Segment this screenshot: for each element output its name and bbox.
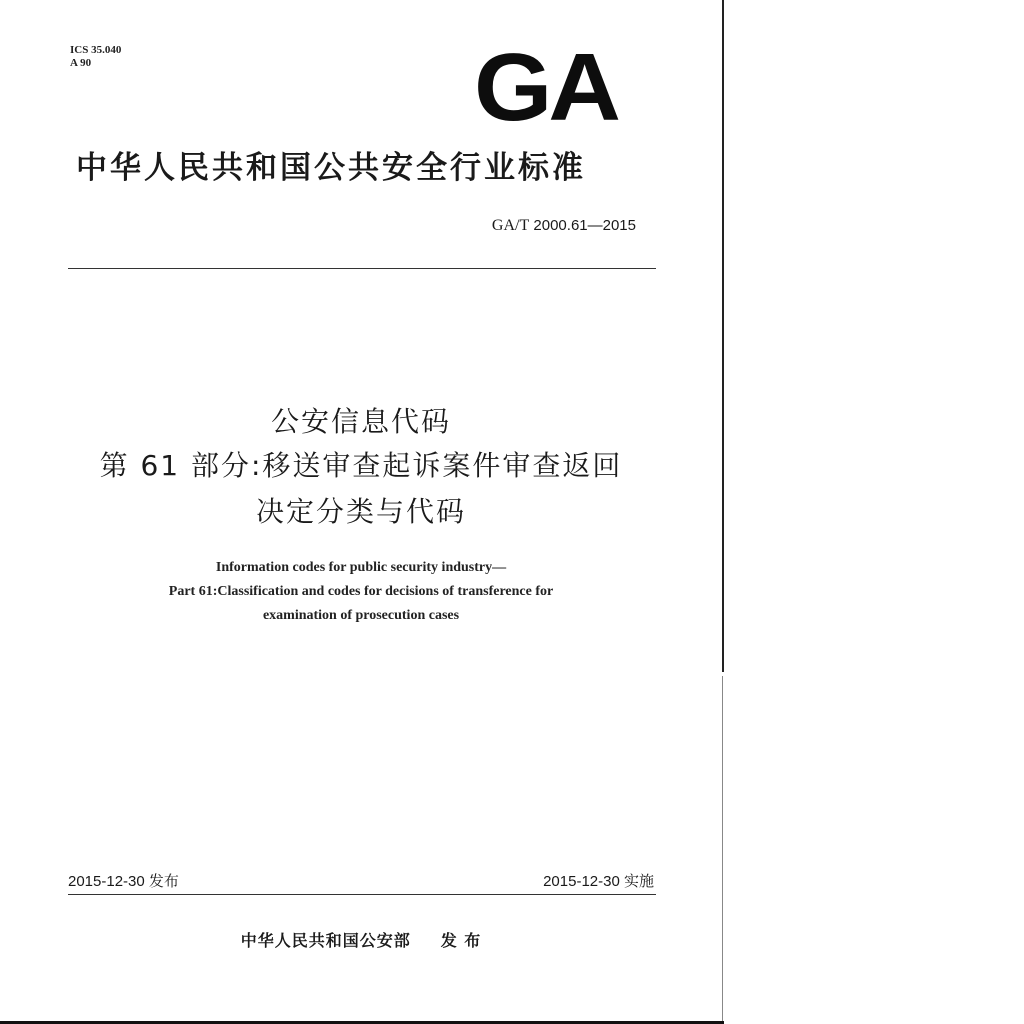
standard-name: 中华人民共和国公共安全行业标准: [76, 150, 586, 186]
classification-codes: [70, 44, 121, 70]
ics-code: ICS 35.040: [70, 44, 122, 56]
implementation-date: 2015-12-30 实施: [543, 873, 654, 890]
title-cn-line-1: 公安信息代码: [270, 405, 451, 438]
standard-code-number: 2000.61—2015: [533, 217, 636, 234]
top-divider: [68, 268, 656, 269]
title-cn-line-2: 第 61 部分:移送审查起诉案件审查返回: [99, 449, 623, 482]
publisher-name: 中华人民共和国公安部: [240, 931, 411, 950]
title-en-line-1: Information codes for public security industry—: [215, 560, 507, 575]
page-edge-right: [722, 0, 724, 672]
title-cn-line-3: 决定分类与代码: [255, 495, 466, 528]
issue-date: 2015-12-30 发布: [68, 873, 179, 890]
publish-word: 发 布: [440, 931, 482, 950]
ccs-code: A 90: [70, 57, 92, 69]
bottom-divider: [68, 894, 656, 895]
page-edge-right-lower: [722, 676, 723, 1022]
standard-code-prefix: GA/T: [491, 217, 530, 234]
publisher-line: [0, 930, 722, 952]
title-en-line-3: examination of prosecution cases: [262, 608, 460, 623]
title-en-line-2: Part 61:Classification and codes for decisions of transference for: [168, 584, 554, 599]
ga-logo: GA: [474, 34, 617, 141]
standard-code: [492, 216, 636, 236]
